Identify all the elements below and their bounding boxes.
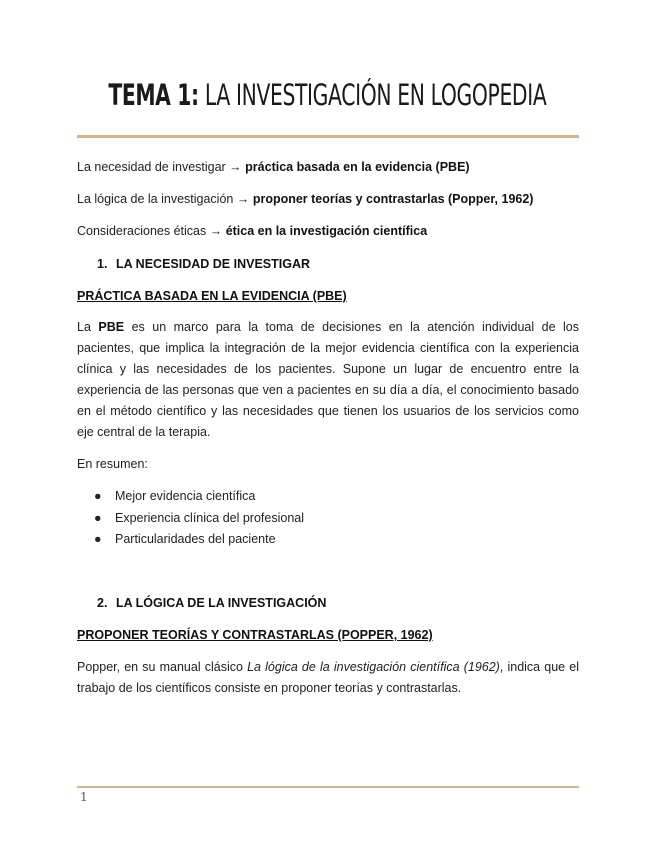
summary-list xyxy=(94,486,304,551)
intro-line-2: La lógica de la investigación → proponer teorías y contrastarlas (Popper, 1962) xyxy=(77,192,534,206)
section-1-paragraph: La PBE es un marco para la toma de decisiones en la atención individual de los pacientes, que implica la integración de la mejor evidencia científica con la experiencia clínica y las necesidades de los pacientes. Supone un lugar de encuentro entre la experiencia de las personas que ven a pacientes en su día a día, el conocimiento basado en el método científico y las necesidades que tienen los usuarios de los servicios como eje central de la terapia. xyxy=(77,320,579,439)
section-2-heading: 2. LA LÓGICA DE LA INVESTIGACIÓN xyxy=(97,596,327,610)
section-2-subheading: PROPONER TEORÍAS Y CONTRASTARLAS (POPPER, 1962) xyxy=(77,628,433,642)
summary-label: En resumen: xyxy=(77,457,148,471)
list-item: ● Particularidades del paciente xyxy=(94,529,304,551)
section-2-paragraph: Popper, en su manual clásico La lógica de la investigación científica (1962), indica que el trabajo de los científicos consiste en proponer teorías y contrastarlas. xyxy=(77,660,579,695)
bullet-icon: ● xyxy=(94,489,102,503)
intro-line-3: Consideraciones éticas → ética en la investigación científica xyxy=(77,224,428,238)
bullet-icon: ● xyxy=(94,510,102,525)
list-item: ● Experiencia clínica del profesional xyxy=(94,508,304,530)
intro-line-1: La necesidad de investigar → práctica basada en la evidencia (PBE) xyxy=(77,160,470,174)
title-topic-name: LA INVESTIGACIÓN EN LOGOPEDIA xyxy=(198,78,547,112)
bullet-icon: ● xyxy=(94,532,102,546)
header-divider xyxy=(77,135,579,138)
list-item: ● Mejor evidencia científica xyxy=(94,486,304,508)
section-1-heading: 1. LA NECESIDAD DE INVESTIGAR xyxy=(97,257,311,271)
footer-divider xyxy=(77,786,579,788)
section-1-subheading: PRÁCTICA BASADA EN LA EVIDENCIA (PBE) xyxy=(77,289,347,303)
page-number: 1 xyxy=(80,790,88,804)
title-topic-number: TEMA 1: xyxy=(108,78,199,112)
page-title xyxy=(98,78,556,112)
